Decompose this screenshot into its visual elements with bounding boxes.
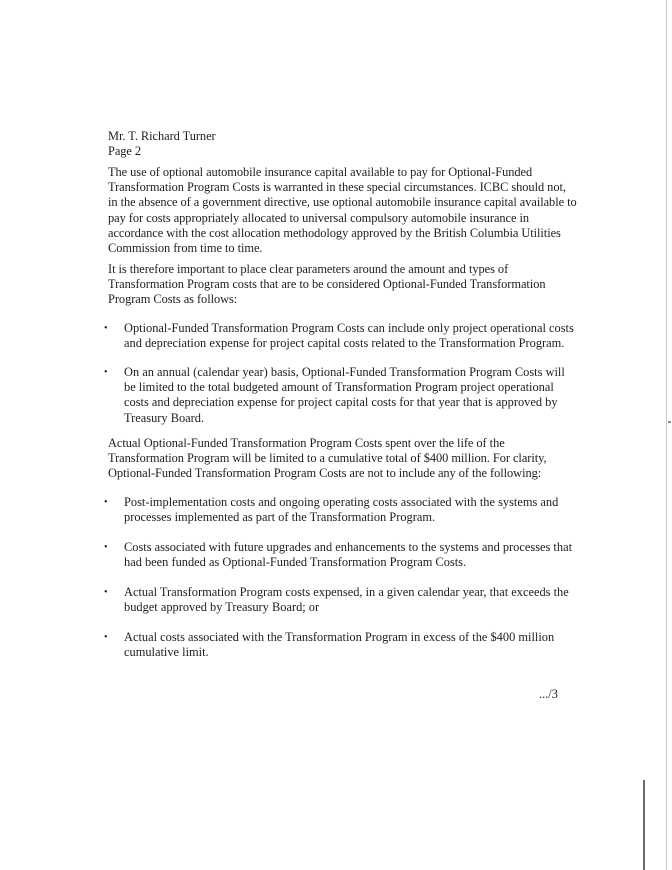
text-line: pay for costs appropriately allocated to universal compulsory automobile insurance in xyxy=(108,210,530,225)
paragraph-3 xyxy=(108,436,578,482)
bullet-icon: • xyxy=(104,497,108,508)
paragraph-1 xyxy=(108,165,578,256)
text-line: Transformation Program Costs is warranted in these special circumstances. ICBC should not, xyxy=(108,180,566,195)
text-line: and depreciation expense for project capital costs related to the Transformation Program. xyxy=(124,336,565,351)
text-line: Post-implementation costs and ongoing operating costs associated with the systems and xyxy=(124,495,559,509)
text-line: Actual Optional-Funded Transformation Program Costs spent over the life of the xyxy=(108,436,505,450)
scan-edge-mark xyxy=(668,421,671,423)
scan-margin-bar xyxy=(643,780,645,870)
bullet-icon: • xyxy=(104,632,108,643)
text-line: Transformation Program will be limited to a cumulative total of $400 million. For clarity, xyxy=(108,451,547,466)
recipient-name: Mr. T. Richard Turner xyxy=(108,129,216,143)
bullet-icon: • xyxy=(104,367,108,378)
text-line: Actual Transformation Program costs expensed, in a given calendar year, that exceeds the xyxy=(124,585,569,599)
text-line: Actual costs associated with the Transformation Program in excess of the $400 million xyxy=(124,630,555,644)
scan-edge-line xyxy=(666,0,667,870)
text-line: Commission from time to time. xyxy=(108,241,263,256)
text-line: processes implemented as part of the Transformation Program. xyxy=(124,510,436,525)
text-line: Treasury Board. xyxy=(124,410,205,425)
text-line: be limited to the total budgeted amount of Transformation Program project operational xyxy=(124,380,554,395)
letter-header xyxy=(108,129,578,159)
bullet-icon: • xyxy=(104,323,108,334)
bullet-icon: • xyxy=(104,542,108,553)
text-line: costs and depreciation expense for project capital costs for that year that is approved by xyxy=(124,395,558,410)
text-line: On an annual (calendar year) basis, Optional-Funded Transformation Program Costs will xyxy=(124,365,565,379)
text-line: cumulative limit. xyxy=(124,645,209,660)
text-line: Optional-Funded Transformation Program Costs can include only project operational costs xyxy=(124,321,574,335)
text-line: Optional-Funded Transformation Program Costs are not to include any of the following: xyxy=(108,466,542,481)
text-line: Costs associated with future upgrades and enhancements to the systems and processes that xyxy=(124,540,573,554)
text-line: It is therefore important to place clear parameters around the amount and types of xyxy=(108,262,509,276)
paragraph-2 xyxy=(108,262,578,308)
text-line: in the absence of a government directive, use optional automobile insurance capital available to xyxy=(108,195,577,210)
text-line: budget approved by Treasury Board; or xyxy=(124,600,320,615)
text-line: had been funded as Optional-Funded Transformation Program Costs. xyxy=(124,555,467,570)
continuation-marker: .../3 xyxy=(539,687,558,701)
text-line: accordance with the cost allocation methodology approved by the British Columbia Utilities xyxy=(108,225,561,240)
text-line: Transformation Program costs that are to be considered Optional-Funded Transformation xyxy=(108,277,546,292)
page-label: Page 2 xyxy=(108,144,142,159)
text-line: The use of optional automobile insurance capital available to pay for Optional-Funded xyxy=(108,165,533,179)
text-line: Program Costs as follows: xyxy=(108,292,238,307)
bullet-icon: • xyxy=(104,587,108,598)
